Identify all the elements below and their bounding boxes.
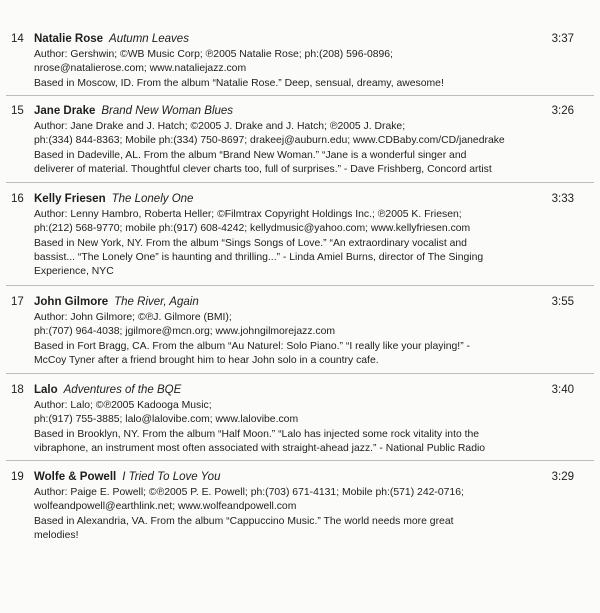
track-heading [34,32,534,46]
track-duration: 3:40 [551,384,574,396]
track-author-line: Author: John Gilmore; ©℗J. Gilmore (BMI); [34,312,232,323]
track-heading [34,470,534,484]
track-title: Adventures of the BQE [63,384,182,396]
track-details [34,383,534,456]
track-artist: Jane Drake [34,105,96,117]
track-heading [34,104,534,118]
track-contact-line: wolfeandpowell@earthlink.net; www.wolfeandpowell.com [34,501,297,513]
track-details [34,470,534,543]
track-details [34,32,534,91]
track-description-line: Experience, NYC [34,266,114,278]
track-author-line: Author: Paige E. Powell; ©℗2005 P. E. Powell; ph:(703) 671-4131; Mobile ph:(571) 242-0716; [34,487,464,498]
track-duration: 3:26 [551,105,574,117]
track-description-line: deliverer of material. Thoughtful clever charts too, full of surprises.” - Dave Frishberg, Concord artist [34,163,492,175]
track-number: 14 [11,33,24,45]
track-heading [34,383,534,397]
track-number: 19 [11,471,24,483]
track-title: Brand New Woman Blues [101,105,234,117]
track-author-line: Author: Gershwin; ©WB Music Corp; ℗2005 Natalie Rose; ph:(208) 596-0896; [34,49,393,60]
track-number: 17 [11,296,24,308]
track-author-line: Author: Jane Drake and J. Hatch; ©2005 J. Drake and J. Hatch; ℗2005 J. Drake; [34,121,406,132]
track-artist: Wolfe & Powell [34,471,117,483]
track-title: The Lonely One [111,193,194,205]
track-description-line: Based in Dadeville, AL. From the album “Brand New Woman.” “Jane is a wonderful singer and [34,149,467,161]
track-artist: Kelly Friesen [34,193,106,205]
track-title: I Tried To Love You [122,471,221,483]
track-divider [6,373,594,374]
track-heading [34,192,534,206]
track-number: 16 [11,193,24,205]
track-details [34,104,534,177]
track-divider [6,285,594,286]
track-duration: 3:55 [551,296,574,308]
track-contact-line: ph:(334) 844-8363; Mobile ph:(334) 750-8697; drakeej@auburn.edu; www.CDBaby.com/CD/janedrake [34,135,505,147]
track-number: 15 [11,105,24,117]
track-artist: Natalie Rose [34,33,104,45]
track-description-line: McCoy Tyner after a friend brought him to hear John solo in a country cafe. [34,354,379,366]
track-description-line: vibraphone, an instrument most often associated with straight-ahead jazz.” - National Public Radio [34,442,486,454]
track-details [34,192,534,279]
track-number: 18 [11,384,24,396]
track-artist: Lalo [34,384,58,396]
track-divider [6,460,594,461]
track-description-line: Based in Brooklyn, NY. From the album “Half Moon.” “Lalo has injected some rock vitality into the [34,428,480,440]
track-heading [34,295,534,309]
track-contact-line: ph:(707) 964-4038; jgilmore@mcn.org; www.johngilmorejazz.com [34,326,336,338]
track-details [34,295,534,368]
track-artist: John Gilmore [34,296,109,308]
track-description-line: bassist... “The Lonely One” is haunting and thrilling...” - Linda Amiel Burns, director of The Singing [34,251,484,263]
track-duration: 3:33 [551,193,574,205]
track-divider [6,95,594,96]
track-divider [6,182,594,183]
track-contact-line: nrose@natalierose.com; www.nataliejazz.com [34,63,247,75]
track-description-line: Based in Moscow, ID. From the album “Natalie Rose.” Deep, sensual, dreamy, awesome! [34,77,444,89]
track-description-line: Based in Fort Bragg, CA. From the album “Au Naturel: Solo Piano.” “I really like your playing!” - [34,340,471,352]
track-author-line: Author: Lenny Hambro, Roberta Heller; ©Filmtrax Copyright Holdings Inc.; ℗2005 K. Friesen; [34,209,462,220]
track-title: Autumn Leaves [109,33,189,45]
track-author-line: Author: Lalo; ©℗2005 Kadooga Music; [34,400,212,411]
track-description-line: Based in Alexandria, VA. From the album “Cappuccino Music.” The world needs more great [34,515,454,527]
track-description-line: Based in New York, NY. From the album “Sings Songs of Love.” “An extraordinary vocalist and [34,237,467,249]
track-description-line: melodies! [34,529,79,541]
track-contact-line: ph:(212) 568-9770; mobile ph:(917) 608-4242; kellydmusic@yahoo.com; www.kellyfriesen.com [34,223,471,235]
track-duration: 3:29 [551,471,574,483]
track-duration: 3:37 [551,33,574,45]
track-contact-line: ph:(917) 755-3885; lalo@lalovibe.com; www.lalovibe.com [34,414,299,426]
track-title: The River, Again [114,296,199,308]
